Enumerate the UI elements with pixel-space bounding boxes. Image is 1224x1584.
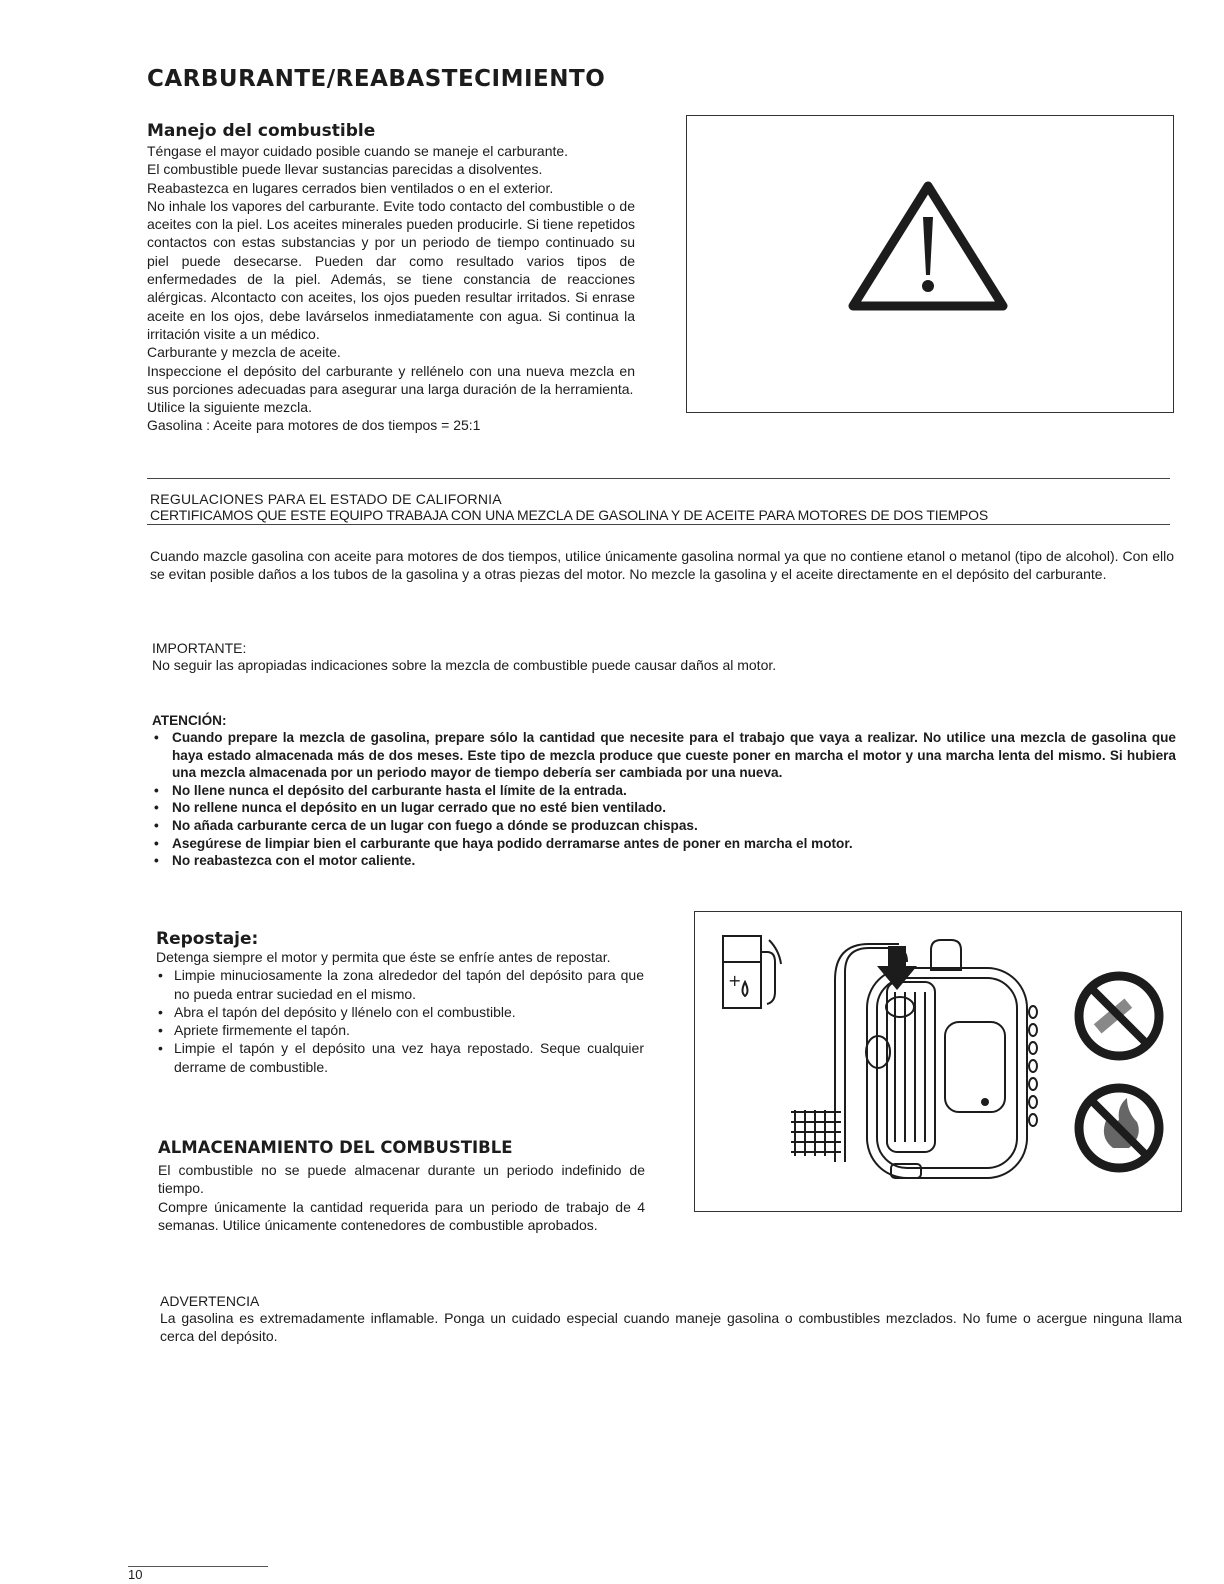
storage-line: Compre únicamente la cantidad requerida para un periodo de trabajo de 4 semanas. Utilice únicamente contenedores de combustible aprobados. — [158, 1198, 645, 1233]
attention-item: • No reabastezca con el motor caliente. — [152, 852, 1176, 870]
handling-line: Carburante y mezcla de aceite. — [147, 344, 341, 361]
attention-label: ATENCIÓN: — [152, 713, 227, 728]
svg-text:+: + — [728, 971, 742, 990]
refuel-item: • Apriete firmemente el tapón. — [156, 1021, 644, 1039]
attention-item: • Asegúrese de limpiar bien el carburante que haya podido derramarse antes de poner en marcha el motor. — [152, 835, 1176, 853]
california-line1: REGULACIONES PARA EL ESTADO DE CALIFORNIA — [150, 491, 502, 507]
attention-item: • Cuando prepare la mezcla de gasolina, prepare sólo la cantidad que necesite para el trabajo que vaya a realizar. No utilice una mezcla de gasolina que haya estado almacenada más de dos meses. Este tipo de mezcla produce que cueste poner en marcha el motor y una marcha lenta del mismo. Si hubiera una mezcla almacenada por un periodo mayor de tiempo debería ser cambiada por una nueva. — [152, 729, 1176, 782]
refuel-intro: Detenga siempre el motor y permita que éste se enfríe antes de repostar. — [156, 949, 611, 965]
engine-icon — [791, 940, 1037, 1178]
page-number: 10 — [128, 1568, 143, 1582]
warning-triangle-icon — [687, 116, 1172, 411]
important-text: No seguir las apropiadas indicaciones sobre la mezcla de combustible puede causar daños al motor. — [152, 657, 777, 673]
refuel-text — [156, 948, 644, 1076]
footer-rule — [128, 1566, 268, 1567]
fuel-pump-icon — [723, 936, 781, 1008]
storage-heading: ALMACENAMIENTO DEL COMBUSTIBLE — [158, 1138, 513, 1157]
important-label: IMPORTANTE: — [152, 640, 247, 656]
storage-line: El combustible no se puede almacenar durante un periodo indefinido de tiempo. — [158, 1162, 645, 1197]
refuel-item: • Limpie minuciosamente la zona alrededor del tapón del depósito para que no pueda entrar suciedad en el mismo. — [156, 966, 644, 1003]
attention-item: • No llene nunca el depósito del carburante hasta el límite de la entrada. — [152, 782, 1176, 800]
no-open-flame-icon — [1079, 1088, 1159, 1168]
storage-text — [158, 1161, 645, 1234]
handling-line: El combustible puede llevar sustancias parecidas a disolventes. — [147, 161, 543, 178]
section-divider — [147, 524, 1170, 525]
handling-line: Inspeccione el depósito del carburante y rellénelo con una nueva mezcla en sus porciones adecuadas para asegurar una larga duración de la herramienta. — [147, 362, 635, 397]
no-smoking-icon — [1079, 976, 1159, 1056]
page-title: CARBURANTE/REABASTECIMIENTO — [147, 66, 606, 92]
warning-text: La gasolina es extremadamente inflamable. Ponga un cuidado especial cuando maneje gasolina o combustibles mezclados. No fume o acergue ninguna llama cerca del depósito. — [160, 1310, 1182, 1345]
handling-line: Utilice la siguiente mezcla. — [147, 399, 312, 416]
warning-sign-box — [686, 115, 1174, 413]
refuel-item: • Abra el tapón del depósito y llénelo con el combustible. — [156, 1003, 644, 1021]
section-divider — [147, 478, 1170, 479]
attention-item: • No rellene nunca el depósito en un lugar cerrado que no esté bien ventilado. — [152, 799, 1176, 817]
arrow-down-icon — [877, 946, 917, 990]
refuel-heading: Repostaje: — [156, 929, 259, 949]
handling-line: Reabastezca en lugares cerrados bien ventilados o en el exterior. — [147, 179, 554, 196]
attention-list — [152, 729, 1176, 870]
attention-item: • No añada carburante cerca de un lugar con fuego a dónde se produzcan chispas. — [152, 817, 1176, 835]
refuel-illustration-box — [694, 911, 1182, 1212]
mixing-note: Cuando mazcle gasolina con aceite para motores de dos tiempos, utilice únicamente gasolina normal ya que no contiene etanol o metanol (tipo de alcohol). Con ello se evitan posible daños a los tubos de la gasolina y a otras piezas del motor. No mezcle la gasolina y el aceite directamente en el depósito del carburante. — [150, 548, 1174, 583]
refuel-item: • Limpie el tapón y el depósito una vez haya repostado. Seque cualquier derrame de combustible. — [156, 1039, 644, 1076]
refuel-illustration — [695, 912, 1180, 1210]
handling-heading: Manejo del combustible — [147, 121, 376, 141]
handling-line: Gasolina : Aceite para motores de dos tiempos = 25:1 — [147, 417, 481, 434]
handling-line: No inhale los vapores del carburante. Evite todo contacto del combustible o de aceites con la piel. Los aceites minerales pueden producirle. Si tiene repetidos contactos con estas substancias y por un periodo de tiempo continuado su piel puede desecarse. Pueden dar como resultado varios tipos de enfermedades de la piel. Además, se tiene constancia de reacciones alérgicas. Alcontacto con aceites, los ojos pueden resultar irritados. Si enrase aceite en los ojos, debe lavárselos inmediatamente con agua. Si continua la irritación visite a un médico. — [147, 197, 635, 342]
california-line2: CERTIFICAMOS QUE ESTE EQUIPO TRABAJA CON UNA MEZCLA DE GASOLINA Y DE ACEITE PARA MOTORES DE DOS TIEMPOS — [150, 507, 989, 523]
handling-text — [147, 142, 635, 435]
warning-label: ADVERTENCIA — [160, 1293, 260, 1309]
handling-line: Téngase el mayor cuidado posible cuando se maneje el carburante. — [147, 143, 569, 159]
